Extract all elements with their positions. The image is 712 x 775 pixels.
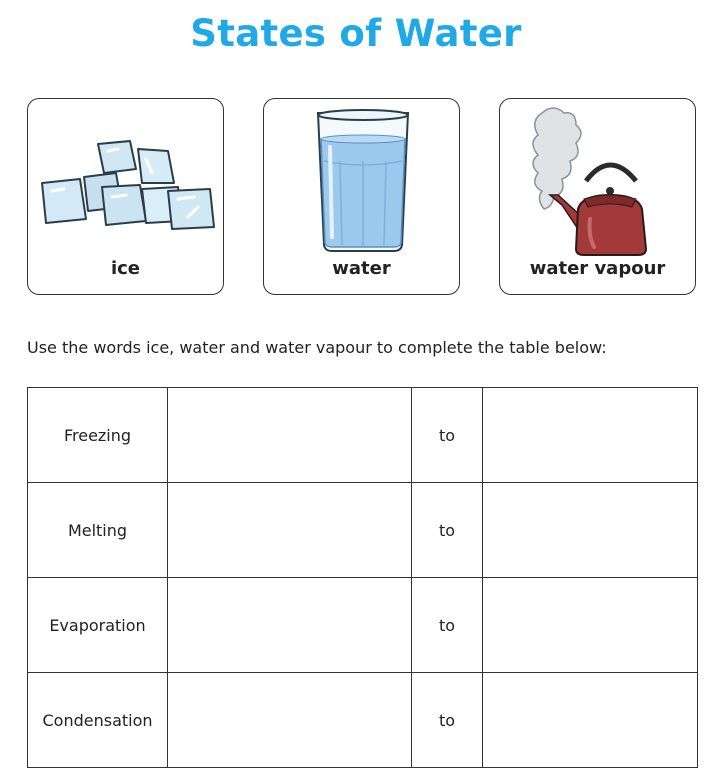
states-table <box>27 387 698 768</box>
card-water <box>263 98 460 295</box>
table-row <box>28 483 698 578</box>
to-state-cell[interactable] <box>483 673 698 768</box>
connector-cell: to <box>412 673 483 768</box>
connector-cell: to <box>412 483 483 578</box>
table-row <box>28 388 698 483</box>
connector-cell: to <box>412 388 483 483</box>
table-row <box>28 673 698 768</box>
process-cell: Melting <box>28 483 168 578</box>
process-cell: Freezing <box>28 388 168 483</box>
connector-cell: to <box>412 578 483 673</box>
card-label: ice <box>110 258 141 279</box>
to-state-cell[interactable] <box>483 483 698 578</box>
page-title: States of Water <box>190 12 522 55</box>
card-water-vapour <box>499 98 696 295</box>
from-state-cell[interactable] <box>168 388 412 483</box>
card-ice <box>27 98 224 295</box>
from-state-cell[interactable] <box>168 578 412 673</box>
instructions-text: Use the words ice, water and water vapour to complete the table below: <box>27 338 607 357</box>
process-cell: Evaporation <box>28 578 168 673</box>
card-label: water <box>332 258 391 279</box>
from-state-cell[interactable] <box>168 483 412 578</box>
table-row <box>28 578 698 673</box>
card-label: water vapour <box>529 258 666 279</box>
from-state-cell[interactable] <box>168 673 412 768</box>
to-state-cell[interactable] <box>483 388 698 483</box>
process-cell: Condensation <box>28 673 168 768</box>
to-state-cell[interactable] <box>483 578 698 673</box>
